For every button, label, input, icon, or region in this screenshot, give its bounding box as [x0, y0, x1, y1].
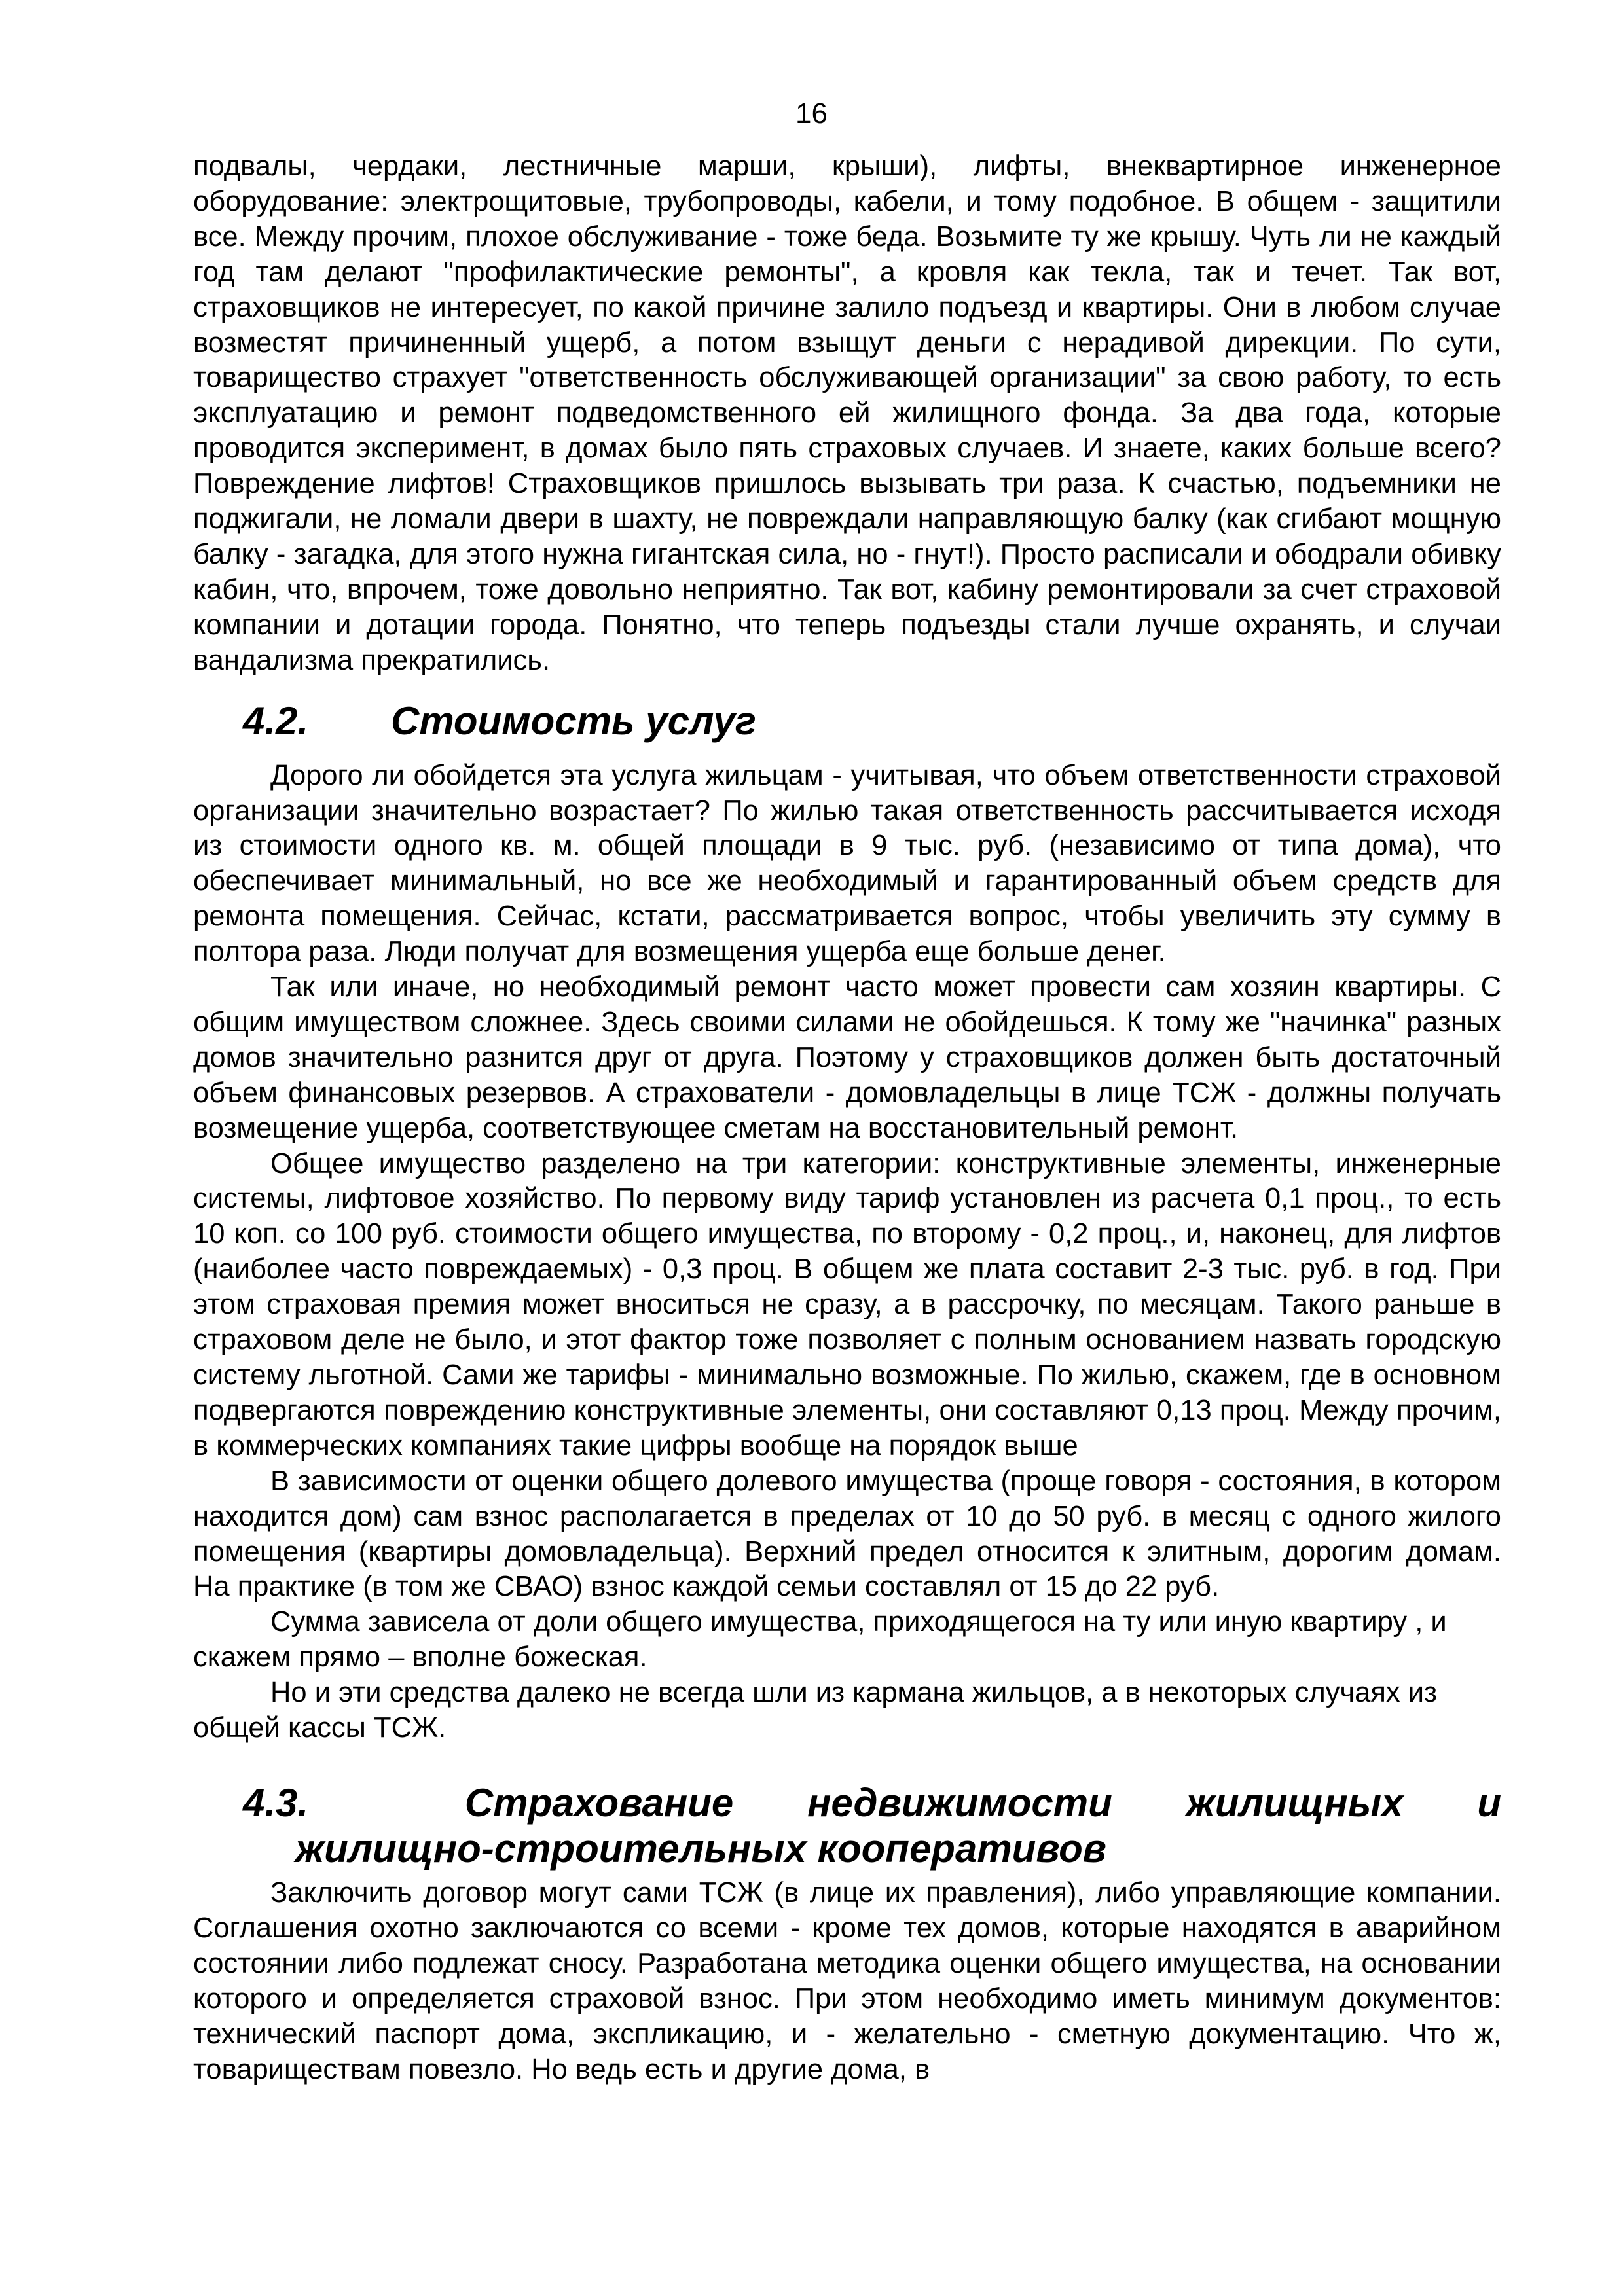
document-body [193, 149, 1501, 2087]
paragraph: Дорого ли обойдется эта услуга жильцам - учитывая, что объем ответственности страховой организации значительно возрастает? По жилью такая ответственность рассчитывается исходя из стоимости одного кв. м. общей площади в 9 тыс. руб. (независимо от типа дома), что обеспечивает минимальный, но все же необходимый и гарантированный объем средств для ремонта помещения. Сейчас, кстати, рассматривается вопрос, чтобы увеличить эту сумму в полтора раза. Люди получат для возмещения ущерба еще больше денег. [193, 759, 1501, 968]
section-title-word: и [1477, 1780, 1501, 1825]
paragraph: Но и эти средства далеко не всегда шли из кармана жильцов, а в некоторых случаях из общей кассы ТСЖ. [193, 1677, 1437, 1744]
section-heading-4-2 [193, 698, 1501, 744]
section-title-line-1 [243, 1780, 1501, 1826]
section-title-word: Страхование [464, 1780, 734, 1825]
paragraph: Сумма зависела от доли общего имущества, приходящегося на ту или иную квартиру , и скажем прямо – вполне божеская. [193, 1606, 1447, 1674]
section-title-line-2: жилищно-строительных кооперативов [295, 1826, 1106, 1871]
paragraph: Так или иначе, но необходимый ремонт часто может провести сам хозяин квартиры. С общим имуществом сложнее. Здесь своими силами не обойдешься. К тому же "начинка" разных домов значительно разнится друг от друга. Поэтому у страховщиков должен быть достаточный объем финансовых резервов. А страхователи - домовладельцы в лице ТСЖ - должны получать возмещение ущерба, соответствующее сметам на восстановительный ремонт. [193, 971, 1501, 1144]
section-number: 4.3. [243, 1780, 309, 1825]
page-number: 16 [795, 98, 828, 130]
section-title: Стоимость услуг [391, 698, 756, 743]
paragraph: Заключить договор могут сами ТСЖ (в лице их правления), либо управляющие компании. Соглашения охотно заключаются со всеми - кроме тех домов, которые находятся в аварийном состоянии либо подлежат сносу. Разработана методика оценки общего имущества, на основании которого и определяется страховой взнос. При этом необходимо иметь минимум документов: технический паспорт дома, экспликацию, и - желательно - сметную документацию. Что ж, товариществам повезло. Но ведь есть и другие дома, в [193, 1876, 1501, 2085]
section-heading-4-3 [193, 1780, 1501, 1872]
section-number: 4.2. [243, 698, 309, 743]
paragraph: В зависимости от оценки общего долевого имущества (проще говоря - состояния, в котором находится дом) сам взнос располагается в пределах от 10 до 50 руб. в месяц с одного жилого помещения (квартиры домовладельца). Верхний предел относится к элитным, дорогим домам. На практике (в том же СВАО) взнос каждой семьи составлял от 15 до 22 руб. [193, 1465, 1501, 1603]
section-title-word: недвижимости [807, 1780, 1112, 1825]
paragraph: Общее имущество разделено на три категории: конструктивные элементы, инженерные системы, лифтовое хозяйство. По первому виду тариф установлен из расчета 0,1 проц., то есть 10 коп. со 100 руб. стоимости общего имущества, по второму - 0,2 проц., и, наконец, для лифтов (наиболее часто повреждаемых) - 0,3 проц. В общем же плата составит 2-3 тыс. руб. в год. При этом страховая премия может вноситься не сразу, а в рассрочку, по месяцам. Такого раньше в страховом деле не было, и этот фактор тоже позволяет с полным основанием назвать городскую систему льготной. Сами же тарифы - минимально возможные. По жилью, скажем, где в основном подвергаются повреждению конструктивные элементы, они составляют 0,13 проц. Между прочим, в коммерческих компаниях такие цифры вообще на порядок выше [193, 1147, 1501, 1462]
paragraph-top: подвалы, чердаки, лестничные марши, крыши), лифты, внеквартирное инженерное оборудование: электрощитовые, трубопроводы, кабели, и тому подобное. В общем - защитили все. Между прочим, плохое обслуживание - тоже беда. Возьмите ту же крышу. Чуть ли не каждый год там делают "профилактические ремонты", а кровля как текла, так и течет. Так вот, страховщиков не интересует, по какой причине залило подъезд и квартиры. Они в любом случае возместят причиненный ущерб, а потом взыщут деньги с нерадивой дирекции. По сути, товарищество страхует "ответственность обслуживающей организации" за свою работу, то есть эксплуатацию и ремонт подведомственного ей жилищного фонда. За два года, которые проводится эксперимент, в домах было пять страховых случаев. И знаете, каких больше всего? Повреждение лифтов! Страховщиков пришлось вызывать три раза. К счастью, подъемники не поджигали, не ломали двери в шахту, не повреждали направляющую балку (как сгибают мощную балку - загадка, для этого нужна гигантская сила, но - гнут!). Просто расписали и ободрали обивку кабин, что, впрочем, тоже довольно неприятно. Так вот, кабину ремонтировали за счет страховой компании и дотации города. Понятно, что теперь подъезды стали лучше охранять, и случаи вандализма прекратились. [193, 151, 1501, 676]
section-title-word: жилищных [1186, 1780, 1404, 1825]
